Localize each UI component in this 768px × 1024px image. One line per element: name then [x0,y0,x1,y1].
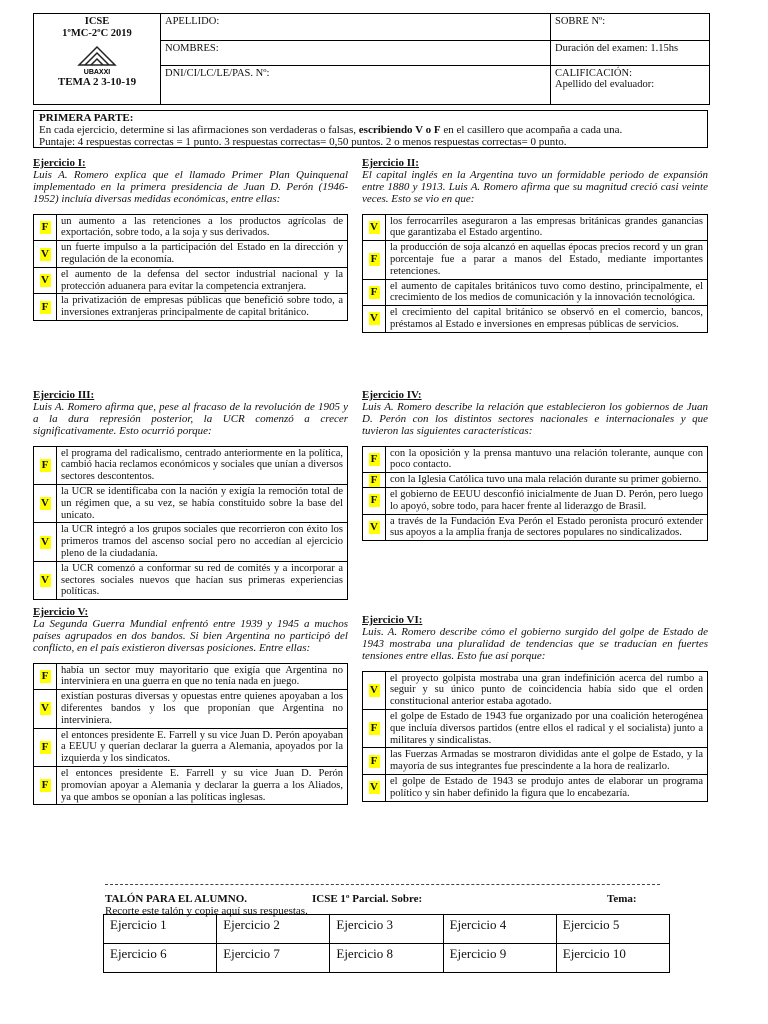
answer-box[interactable] [34,485,57,523]
table-row [363,488,708,515]
table-row [363,774,708,801]
statement-cell: la UCR se identificaba con la nación y exigía la remoción total de un régimen que, a su vez, se había constituido sobre la base del unicato. [57,485,348,523]
exercise-4 [362,389,708,541]
statement-cell: la producción de soja alcanzó en aquellas épocas precios record y un gran porcentaje fue a parar a manos del Estado, mediante importantes retenciones. [386,241,708,279]
sobre-field[interactable]: SOBRE Nº: [551,14,710,41]
answer-box[interactable] [34,663,57,690]
answer-box[interactable] [363,279,386,306]
answer-table [362,214,708,333]
talon-cell[interactable]: Ejercicio 6 [104,944,217,973]
exercise-5 [33,606,348,805]
statement-cell: un fuerte impulso a la participación del Estado en la dirección y regulación de la economía. [57,241,348,268]
statement-cell: los ferrocarriles aseguraron a las empresas británicas grandes ganancias que garantizaba el Estado argentino. [386,214,708,241]
answer-box[interactable] [363,710,386,748]
exercise-title-text: Ejercicio I [33,157,82,169]
table-row [363,279,708,306]
statement-cell: había un sector muy mayoritario que exigía que Argentina no interviniera en una guerra en que no tenía nada en juego. [57,663,348,690]
answer-box[interactable] [363,214,386,241]
talon-cell[interactable]: Ejercicio 3 [330,915,443,944]
statement-cell: el crecimiento del capital británico se observó en el comercio, bancos, préstamos al Estado e inversiones en empresas públicas de servicios. [386,306,708,333]
talon-title: TALÓN PARA EL ALUMNO. [105,893,247,905]
statement-cell: el entonces presidente E. Farrell y su vice Juan D. Perón promovían apoyar a Alemania y declarar la guerra a los Aliados, ya que ambos se oponían a las políticas inglesas. [57,766,348,804]
table-row [34,728,348,766]
answer-table [362,671,708,802]
exercise-title: Ejercicio IV: [362,389,422,401]
statement-cell: el programa del radicalismo, centrado anteriormente en la política, cambió hacia reclamos económicos y sociales que unían a diversos sectores descontentos. [57,446,348,484]
answer-mark: V [370,781,378,794]
table-row [363,214,708,241]
talon-answer-grid [103,914,670,973]
answer-box[interactable] [363,446,386,473]
exercise-statement: Luis A. Romero explica que el llamado Primer Plan Quinquenal implementado en la primera presidencia de Juan D. Perón (1946-1952) incluía diversas medidas económicas, entre ellas: [33,169,348,206]
statement-cell: con la oposición y la prensa mantuvo una relación tolerante, aunque con poco contacto. [386,446,708,473]
statement-cell: con la Iglesia Católica tuvo una mala relación durante su primer gobierno. [386,473,708,488]
talon-cell[interactable]: Ejercicio 5 [556,915,669,944]
answer-table [33,214,348,321]
statement-cell: el aumento de la defensa del sector industrial nacional y la protección aduanera para evitar la competencia extranjera. [57,267,348,294]
statement-cell: la UCR integró a los grupos sociales que recorrieron con éxito los primeros tramos del ascenso social pero no accedían al ejercicio pleno de la ciudadanía. [57,523,348,561]
exercise-statement: Luis A. Romero describe la relación que establecieron los gobiernos de Juan D. Perón con los distintos sectores nacionales e internacionales y que tuvieron las siguientes características: [362,401,708,438]
answer-mark: F [369,755,380,768]
answer-box[interactable] [34,241,57,268]
statement-cell: el gobierno de EEUU desconfió inicialmente de Juan D. Perón, pero luego lo apoyó, sobre todo, para hacer frente al liderazgo de Brasil. [386,488,708,515]
instructions-text-c: en el casillero que acompaña a cada una. [440,124,623,136]
statement-cell: la privatización de empresas públicas que benefició sobre todo, a inversiones extranjeras principalmente de capital británico. [57,294,348,321]
exercise-title: Ejercicio II: [362,157,419,169]
answer-box[interactable] [363,774,386,801]
statement-cell: el golpe de Estado de 1943 fue organizado por una coalición heterogénea que incluía diversos partidos (entre ellos el radical y el socialista) junto a militares y sindicalistas. [386,710,708,748]
answer-mark: F [369,494,380,507]
table-row [363,748,708,775]
answer-box[interactable] [363,473,386,488]
table-row [34,523,348,561]
statement-cell: a través de la Fundación Eva Perón el Estado peronista procuró extender sus apoyos a la amplia franja de sectores populares no sindicalizados. [386,514,708,541]
answer-box[interactable] [363,306,386,333]
institution: ICSE [84,16,110,27]
talon-header [105,893,665,905]
talon-cell[interactable]: Ejercicio 10 [556,944,669,973]
table-row [363,710,708,748]
exercise-statement: La Segunda Guerra Mundial enfrentó entre 1939 y 1945 a muchos países agrupados en dos bandos. Si bien Argentina no participó del conflicto, en el país existieron diversas posiciones. Entre ellas: [33,618,348,655]
instructions-line-2: Puntaje: 4 respuestas correctas = 1 punto. 3 respuestas correctas= 0,50 puntos. 2 o menos respuestas correctas= 0 punto. [39,136,567,148]
table-row [363,671,708,709]
answer-mark: V [41,247,49,260]
exercise-1 [33,157,348,321]
answer-box[interactable] [34,728,57,766]
nombres-field[interactable]: NOMBRES: [161,41,551,66]
answer-table [33,446,348,601]
duracion-label: Duración del examen: 1.15hs [551,41,710,66]
answer-mark: F [369,286,380,299]
answer-mark: V [41,702,49,715]
answer-mark: V [370,312,378,325]
dni-field[interactable]: DNI/CI/LC/LE/PAS. Nº: [161,66,551,105]
talon-icse: ICSE 1º Parcial. Sobre: [312,893,423,905]
statement-cell: el aumento de capitales británicos tuvo como destino, principalmente, el crecimiento de los medios de comunicación y la innovación tecnológica. [386,279,708,306]
exercise-statement: Luis A. Romero afirma que, pese al fracaso de la revolución de 1905 y a la dura represión posterior, la UCR comenzó a crecer significativamente. Esto ocurrió porque: [33,401,348,438]
answer-mark: F [40,301,51,314]
talon-cell[interactable]: Ejercicio 2 [217,915,330,944]
statement-cell: un aumento a las retenciones a los productos agrícolas de exportación, sobre todo, a la soja y sus derivados. [57,214,348,241]
instructions-text-a: En cada ejercicio, determine si las afirmaciones son verdaderas o falsas, [39,124,359,136]
exercise-title-text: Ejercicio V [33,606,85,618]
ubaxxi-logo-icon [73,43,121,75]
answer-mark: V [370,683,378,696]
answer-box[interactable] [34,294,57,321]
answer-box[interactable] [34,690,57,728]
table-row [363,241,708,279]
statement-cell: existían posturas diversas y opuestas entre quienes apoyaban a los diferentes bandos y los que proponían que Argentina no interviniera. [57,690,348,728]
instructions-text-b: escribiendo V o F [358,124,441,136]
exercise-statement: Luis. A. Romero describe cómo el gobierno surgido del golpe de Estado de 1943 mostraba una pluralidad de tendencias que se traducían en fuertes tensiones entre ellas. Esto fue así porque: [362,626,708,663]
table-row [34,766,348,804]
table-row [34,267,348,294]
answer-box[interactable] [34,523,57,561]
answer-box[interactable] [363,514,386,541]
course-code: 1ºMC-2ºC 2019 [62,28,132,39]
answer-box[interactable] [34,561,57,599]
answer-mark: F [40,670,51,683]
table-row [363,446,708,473]
table-row [34,485,348,523]
exercise-title: Ejercicio III: [33,389,95,401]
table-row [363,514,708,541]
instructions-box [33,110,708,148]
answer-box[interactable] [363,488,386,515]
exercise-title-text: Ejercicio IV [362,389,418,401]
statement-cell: las Fuerzas Armadas se mostraron divididas ante el golpe de Estado, y la mayoría de sus integrantes fue prescindente a la hora de realizarlo. [386,748,708,775]
answer-table [362,446,708,542]
answer-mark: F [369,474,380,487]
answer-mark: V [41,573,49,586]
exercise-6 [362,614,708,802]
answer-mark: V [370,220,378,233]
talon-cell[interactable]: Ejercicio 4 [443,915,556,944]
logo-cell [34,14,161,105]
statement-cell: el golpe de Estado de 1943 se produjo antes de elaborar un programa político y sin haber definido la figura que lo encabezaría. [386,774,708,801]
exam-header [33,13,710,105]
table-row [34,214,348,241]
answer-box[interactable] [34,766,57,804]
talon-cell[interactable]: Ejercicio 8 [330,944,443,973]
answer-box[interactable] [34,214,57,241]
calificacion-cell [551,66,710,105]
exercise-3 [33,389,348,600]
answer-mark: F [40,459,51,472]
tema-label: TEMA 2 3-10-19 [57,76,137,88]
answer-mark: V [370,520,378,533]
answer-mark: V [41,274,49,287]
talon-tema: Tema: [607,893,637,905]
answer-mark: F [40,779,51,792]
answer-table [33,663,348,806]
answer-box[interactable] [34,446,57,484]
answer-mark: F [369,453,380,466]
answer-mark: F [369,722,380,735]
evaluador-label: Apellido del evaluador: [555,79,655,90]
answer-mark: F [40,741,51,754]
talon-cell[interactable]: Ejercicio 1 [104,915,217,944]
statement-cell: el proyecto golpista mostraba una gran indefinición acerca del rumbo a seguir y su único punto de coincidencia había sido que el orden constitucional anterior estaba agotado. [386,671,708,709]
talon-instructions: Recorte este talón y copie aquí sus respuestas. [105,905,308,917]
table-row [363,473,708,488]
answer-box[interactable] [363,241,386,279]
table-row [34,690,348,728]
statement-cell: el entonces presidente E. Farrell y su vice Juan D. Perón apoyaban a EEUU y querían declarar la guerra a Alemania, apoyados por la izquierda y los sindicatos. [57,728,348,766]
exercise-title-text: Ejercicio VI [362,614,419,626]
table-row [34,446,348,484]
exercise-2 [362,157,708,333]
answer-box[interactable] [363,671,386,709]
answer-mark: F [369,253,380,266]
section-title: PRIMERA PARTE: [39,112,134,124]
talon-cell[interactable]: Ejercicio 7 [217,944,330,973]
table-row [34,561,348,599]
statement-cell: la UCR comenzó a conformar su red de comités y a incorporar a sectores sociales nuevos que hacían sus primeras experiencias políticas. [57,561,348,599]
cut-line [105,884,660,885]
talon-cell[interactable]: Ejercicio 9 [443,944,556,973]
answer-box[interactable] [34,267,57,294]
exercise-title: Ejercicio VI: [362,614,423,626]
exercise-statement: El capital inglés en la Argentina tuvo un formidable periodo de expansión entre 1880 y 1913. Luis A. Romero afirma que su magnitud creció casi veinte veces. Esto se vio en que: [362,169,708,206]
instructions-line-1 [39,124,702,136]
table-row [363,306,708,333]
exercise-title-text: Ejercicio III [33,389,91,401]
calificacion-label: CALIFICACIÓN: [555,68,633,79]
exercise-title: Ejercicio I: [33,157,86,169]
exercise-title-text: Ejercicio II [362,157,416,169]
answer-box[interactable] [363,748,386,775]
answer-mark: V [41,535,49,548]
table-row [34,294,348,321]
table-row [34,241,348,268]
apellido-field[interactable]: APELLIDO: [161,14,551,41]
exercise-title: Ejercicio V: [33,606,89,618]
answer-mark: V [41,497,49,510]
table-row [34,663,348,690]
logo-text: UBAXXI [83,69,111,75]
answer-mark: F [40,221,51,234]
